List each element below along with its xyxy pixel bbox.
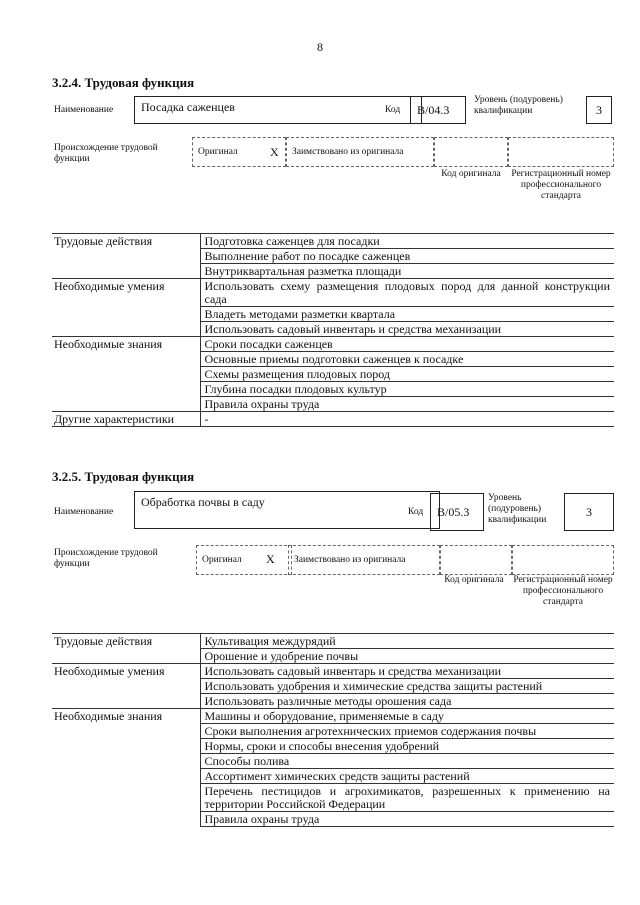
section-3-2-4 [52,75,614,455]
row-item: Правила охраны труда [200,397,614,412]
name-field: Посадка саженцев [134,96,422,124]
table-row [52,279,614,307]
page-number: 8 [317,40,323,54]
origin-original-cell [196,545,292,575]
row-item: Правила охраны труда [200,812,614,827]
origin-reg-cell [508,137,614,167]
row-item: Культивация междурядий [200,634,614,649]
row-item: Нормы, сроки и способы внесения удобрений [200,739,614,754]
row-item: Ассортимент химических средств защиты растений [200,769,614,784]
level-label: Уровень (подуровень) квалификации [474,95,563,116]
section-title: 3.2.5. Трудовая функция [52,469,195,484]
function-table [52,633,614,827]
row-item: Орошение и удобрение почвы [200,649,614,664]
row-item: Использовать садовый инвентарь и средства механизации [200,664,614,679]
row-item: - [200,412,614,427]
row-item: Внутриквартальная разметка площади [200,264,614,279]
caption-code: Код оригинала [444,575,504,585]
origin-code-cell [440,545,512,575]
table-row [52,634,614,649]
row-item: Сроки посадки саженцев [200,337,614,352]
code-label: Код [408,507,424,517]
table-row [52,664,614,679]
caption-reg: Регистрационный номер профессионального стандарта [513,575,613,607]
table-row [52,234,614,249]
row-item: Способы полива [200,754,614,769]
row-header: Необходимые знания [52,709,200,827]
row-item: Схемы размещения плодовых пород [200,367,614,382]
name-label: Наименование [54,507,114,517]
code-label: Код [385,105,401,115]
caption-code: Код оригинала [441,169,501,179]
origin-label: Происхождение трудовой функции [54,143,158,164]
caption-reg: Регистрационный номер профессионального стандарта [511,169,611,201]
table-row [52,412,614,427]
section-3-2-5 [52,469,614,849]
name-field: Обработка почвы в саду [134,491,440,529]
row-item: Использовать садовый инвентарь и средства механизации [200,322,614,337]
row-item: Использовать различные методы орошения сада [200,694,614,709]
table-row [52,709,614,724]
code-field: В/04.3 [410,96,466,124]
origin-mark: X [270,145,279,159]
level-field: 3 [564,493,614,531]
origin-original: Оригинал [198,147,238,157]
origin-borrowed: Заимствовано из оригинала [292,147,404,157]
origin-borrowed-cell [288,545,440,575]
origin-label: Происхождение трудовой функции [54,548,158,569]
row-header: Необходимые знания [52,337,200,412]
function-table [52,233,614,427]
origin-code-cell [434,137,508,167]
origin-reg-cell [512,545,614,575]
level-field: 3 [586,96,612,124]
row-item: Использовать удобрения и химические средства защиты растений [200,679,614,694]
name-label: Наименование [54,105,114,115]
row-item: Выполнение работ по посадке саженцев [200,249,614,264]
code-field: В/05.3 [430,493,484,531]
row-header: Необходимые умения [52,279,200,337]
origin-borrowed-cell [286,137,434,167]
origin-original: Оригинал [202,555,242,565]
row-item: Машины и оборудование, применяемые в саду [200,709,614,724]
row-header: Трудовые действия [52,634,200,664]
row-header: Трудовые действия [52,234,200,279]
row-item: Владеть методами разметки квартала [200,307,614,322]
row-item: Подготовка саженцев для посадки [200,234,614,249]
origin-borrowed: Заимствовано из оригинала [294,555,406,565]
row-header: Необходимые умения [52,664,200,709]
row-item: Глубина посадки плодовых культур [200,382,614,397]
row-item: Перечень пестицидов и агрохимикатов, разрешенных к применению на территории Российской Федерации [200,784,614,812]
row-item: Использовать схему размещения плодовых пород для данной конструкции сада [200,279,614,307]
level-label: Уровень (подуровень) квалификации [488,493,547,525]
section-title: 3.2.4. Трудовая функция [52,75,195,90]
row-header: Другие характеристики [52,412,200,427]
origin-mark: X [266,552,275,566]
row-item: Основные приемы подготовки саженцев к посадке [200,352,614,367]
table-row [52,337,614,352]
row-item: Сроки выполнения агротехнических приемов содержания почвы [200,724,614,739]
